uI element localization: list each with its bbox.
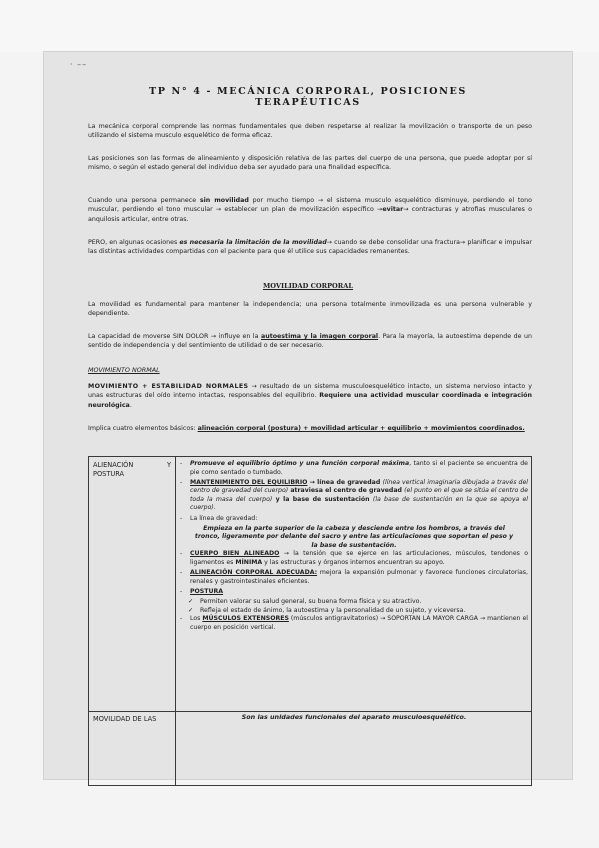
text-span: mejora la expansión pulmonar y favorece funciones circulatorias, renales y gastrointestinales eficientes. [190,569,528,585]
text-span: y las estructuras y órganos internos encuentran su apoyo. [262,559,445,567]
list-item [180,588,528,597]
text-bold-underline: alineación corporal (postura) + movilidad articular + equilibrio + movimientos coordinados. [197,425,525,432]
paragraph-elementos [88,424,532,433]
paragraph-limitacion [88,238,532,257]
scan-background [0,0,599,52]
dash-bullet: - [180,514,183,522]
text-bold: MOVIMIENTO + ESTABILIDAD NORMALES [88,383,249,390]
header-mark: · –– [70,60,88,69]
text-bold-italic: es necesaria la limitación de la movilidad [179,239,327,246]
text-span: → resultado de un sistema musculoesquelético intacto, un sistema nervioso intacto y unas estructuras del oído interno intactas, responsables del equilibrio. [88,383,532,400]
text-bold: → línea de gravedad [307,478,383,486]
text-bold-underline: POSTURA [190,587,224,595]
paragraph-sin-movilidad [88,196,532,224]
page-title [44,86,572,108]
text-span: Los [190,615,203,623]
check-icon: ✓ [188,606,194,614]
text-bold: evitar [382,206,404,214]
linea-gravedad-quote: Empieza en la parte superior de la cabeza y desciende entre los hombros, a través del tronco, ligeramente por delante del sacro y entre las articulaciones que soportan el peso y la base de sustentación. [194,524,514,549]
text-span: . Para la mayoría, la autoestima depende de un sentido de independencia y del sentimiento de utilidad o de ser necesario. [88,333,533,350]
table-row-label-movilidad: MOVILIDAD DE LAS [93,715,157,723]
text-bold-underline: autoestima y la imagen corporal [260,333,379,340]
text-italic: (línea vertical imaginaria dibujada a través del centro de gravedad del cuerpo) [190,478,528,495]
text-bold-underline: ALINEACIÓN CORPORAL ADECUADA: [190,569,318,577]
text-bold: sin movilidad [199,197,249,204]
dash-bullet: - [180,478,183,486]
table-row-label-alineacion: ALIENACIÓN Y POSTURA [93,461,171,478]
text-span: → la tensión que se ejerce en las articulaciones, músculos, tendones o ligamentos es [190,550,528,567]
list-item [180,569,528,586]
table-column-divider [175,457,176,785]
text-bold-underline: CUERPO BIEN ALINEADO [190,550,280,558]
text-italic: (el punto en el que se sitúa el centro de toda la masa del cuerpo) [190,487,529,503]
text-span: La capacidad de moverse SIN DOLOR → influye en la [88,333,261,340]
sub-list-item [180,598,528,607]
content-table [88,456,532,786]
title-line-1: TP N° 4 - MECÁNICA CORPORAL, POSICIONES [149,86,467,97]
text-span: por mucho tiempo → el sistema musculo esquelético disminuye, perdiendo el tono muscular, perdiendo el tono muscular → establecer un plan de movilización específico → [88,197,532,214]
document-page [44,52,572,779]
heading-movilidad-corporal: MOVILIDAD CORPORAL [262,282,354,290]
text-bold: Requiere una actividad muscular coordinada e integración neurológica [88,392,532,409]
heading-movimiento-normal: MOVIMIENTO NORMAL [88,366,160,374]
text-span: → contracturas y atrofias musculares o anquilosis articular, entre otras. [88,206,532,223]
text-span: → cuando se debe consolidar una fractura→ planificar e impulsar las distintas actividades compartidas con el paciente para que él utilice sus capacidades remanentes. [88,239,532,256]
text-bold-underline: MÚSCULOS EXTENSORES [202,615,289,623]
table-row-divider [89,711,531,712]
text-span: La línea de gravedad: [190,514,258,522]
dash-bullet: - [180,587,183,595]
text-bold-italic: Promueve el equilibrio óptimo y una función corporal máxima [190,460,410,467]
text-bold-underline: MANTENIMIENTO DEL EQUILIBRIO [190,478,308,486]
text-bold: y la base de sustentación [272,495,373,503]
paragraph-independencia: La movilidad es fundamental para mantener la independencia; una persona totalmente inmovilizada es una persona vulnerable y dependiente. [88,301,532,318]
dash-bullet: - [180,615,183,623]
text-span: Permiten valorar su salud general, su buena forma física y su atractivo. [200,597,422,605]
text-span: PERO, en algunas ocasiones [88,239,180,246]
text-bold: MÍNIMA [235,559,263,567]
dash-bullet: - [180,550,183,558]
text-span: Implica cuatro elementos básicos: [88,425,198,432]
list-item [180,460,528,477]
list-item [180,550,528,567]
check-icon: ✓ [188,597,194,605]
dash-bullet: - [180,460,183,467]
text-italic: (la base de sustentación en la que se apoya el cuerpo). [190,495,528,512]
list-item [180,479,528,513]
text-span: Cuando una persona permanece [88,197,200,204]
text-span: (músculos antigravitatorios) → SOPORTAN LA MAYOR CARGA → mantienen el cuerpo en posición vertical. [190,615,528,631]
title-line-2: TERAPÉUTICAS [255,97,361,108]
paragraph-estabilidad [88,382,532,410]
text-bold: atraviesa el centro de gravedad [288,487,405,495]
dash-bullet: - [180,569,183,577]
table-cell-movilidad: Son las unidades funcionales del aparato musculoesquelético. [241,713,467,721]
table-cell-alineacion [180,460,528,634]
paragraph-intro: La mecánica corporal comprende las normas fundamentales que deben respetarse al realizar la movilización o transporte de un peso utilizando el sistema musculo esquelético de forma eficaz. [88,123,532,140]
paragraph-sin-dolor [88,332,532,351]
text-span: , tanto si el paciente se encuentra de pie como sentado o tumbado. [190,460,528,476]
list-item [180,615,528,632]
text-span: Refleja el estado de ánimo, la autoestima y la personalidad de un sujeto, y viceversa. [200,606,466,614]
sub-list-item [180,607,528,616]
list-item [180,515,528,524]
text-span: . [129,401,132,409]
paragraph-posiciones: Las posiciones son las formas de alineamiento y disposición relativa de las partes del cuerpo de una persona, que puede adoptar por sí mismo, o según el estado general del individuo deba ser ayudado para una finalidad específica. [88,155,532,172]
